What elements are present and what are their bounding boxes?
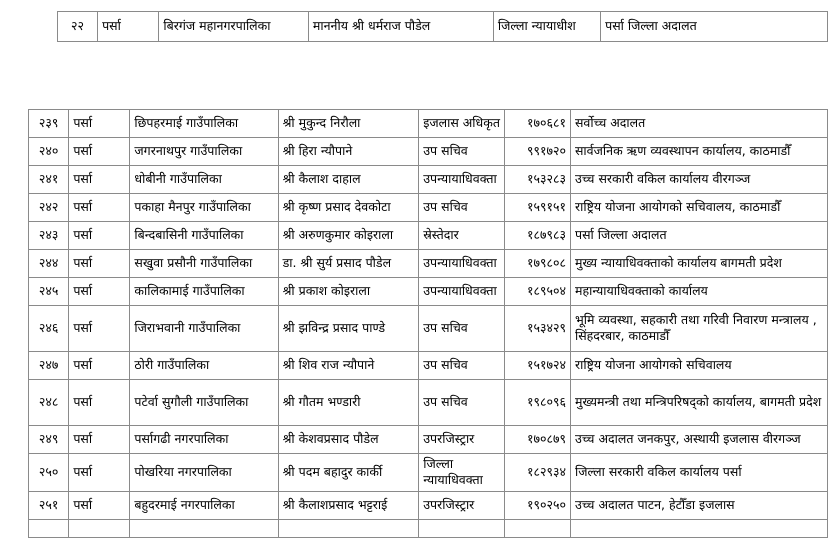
cell-designation: उप सचिव [419, 352, 505, 380]
cell-person-name: श्री मुकुन्द निरौला [278, 110, 419, 138]
cell-local-body: जिराभवानी गाउँपालिका [130, 306, 278, 352]
cell-person-name [278, 520, 419, 538]
cell-designation: जिल्ला न्यायाधिवक्ता [419, 454, 505, 492]
cell-person-name: श्री झविन्द्र प्रसाद पाण्डे [278, 306, 419, 352]
table-row [58, 12, 828, 42]
cell-district [69, 520, 130, 538]
cell-designation: जिल्ला न्यायाधीश [493, 12, 600, 42]
cell-serial-number: २४८ [29, 380, 69, 426]
table-row-clipped [29, 520, 828, 538]
cell-district: पर्सा [69, 110, 130, 138]
cell-local-body: सखुवा प्रसौनी गाउँपालिका [130, 250, 278, 278]
top-table-container [57, 11, 828, 42]
cell-serial-number: २४० [29, 138, 69, 166]
cell-serial-number: २४६ [29, 306, 69, 352]
cell-local-body: धोबीनी गाउँपालिका [130, 166, 278, 194]
cell-local-body: बिरगंज महानगरपालिका [159, 12, 309, 42]
cell-local-body: पकाहा मैनपुर गाउँपालिका [130, 194, 278, 222]
cell-serial-number: २५१ [29, 492, 69, 520]
cell-designation: उपरजिस्ट्रार [419, 426, 505, 454]
table-row [29, 454, 828, 492]
cell-person-name: डा. श्री सुर्य प्रसाद पौडेल [278, 250, 419, 278]
cell-office: जिल्ला सरकारी वकिल कार्यालय पर्सा [570, 454, 827, 492]
cell-designation [419, 520, 505, 538]
cell-person-name: श्री शिव राज न्यौपाने [278, 352, 419, 380]
table-row [29, 166, 828, 194]
cell-serial-number: २४५ [29, 278, 69, 306]
table-row [29, 426, 828, 454]
top-table [57, 11, 828, 42]
cell-district: पर्सा [69, 492, 130, 520]
cell-office: भूमि व्यवस्था, सहकारी तथा गरिवी निवारण मन्त्रालय , सिंहदरबार, काठमाडौँ [570, 306, 827, 352]
cell-local-body: बिन्दबासिनी गाउँपालिका [130, 222, 278, 250]
cell-code: १९०२५० [505, 492, 571, 520]
cell-designation: उपन्यायाधिवक्ता [419, 166, 505, 194]
table-row [29, 306, 828, 352]
cell-serial-number: २५० [29, 454, 69, 492]
cell-local-body [130, 520, 278, 538]
main-table [28, 109, 828, 538]
cell-local-body: बहुदरमाई नगरपालिका [130, 492, 278, 520]
cell-office: उच्च सरकारी वकिल कार्यालय वीरगञ्ज [570, 166, 827, 194]
cell-office: महान्यायाधिवक्ताको कार्यालय [570, 278, 827, 306]
main-table-container [28, 109, 828, 538]
cell-designation: उपन्यायाधिवक्ता [419, 278, 505, 306]
cell-local-body: छिपहरमाई गाउँपालिका [130, 110, 278, 138]
cell-person-name: श्री हिरा न्यौपाने [278, 138, 419, 166]
main-table-body [29, 110, 828, 538]
cell-code: १५३२८३ [505, 166, 571, 194]
cell-person-name: माननीय श्री धर्मराज पौडेल [308, 12, 493, 42]
table-row [29, 110, 828, 138]
cell-designation: स्रेस्तेदार [419, 222, 505, 250]
cell-district: पर्सा [98, 12, 159, 42]
cell-district: पर्सा [69, 454, 130, 492]
cell-office: मुख्य न्यायाधिवक्ताको कार्यालय बागमती प्रदेश [570, 250, 827, 278]
cell-designation: उप सचिव [419, 194, 505, 222]
cell-district: पर्सा [69, 194, 130, 222]
cell-code: ९९१७२० [505, 138, 571, 166]
cell-local-body: पटेर्वा सुगौली गाउँपालिका [130, 380, 278, 426]
cell-code: १७०६८१ [505, 110, 571, 138]
cell-person-name: श्री कैलाशप्रसाद भट्टराई [278, 492, 419, 520]
cell-office: सार्वजनिक ऋण व्यवस्थापन कार्यालय, काठमाडौँ [570, 138, 827, 166]
table-row [29, 138, 828, 166]
cell-district: पर्सा [69, 380, 130, 426]
cell-office: उच्च अदालत जनकपुर, अस्थायी इजलास वीरगञ्ज [570, 426, 827, 454]
cell-code: १९८०९६ [505, 380, 571, 426]
cell-district: पर्सा [69, 250, 130, 278]
cell-office: राष्ट्रिय योजना आयोगको सचिवालय, काठमाडौँ [570, 194, 827, 222]
table-row [29, 194, 828, 222]
table-row [29, 278, 828, 306]
cell-local-body: पोखरिया नगरपालिका [130, 454, 278, 492]
cell-person-name: श्री केशवप्रसाद पौडेल [278, 426, 419, 454]
cell-designation: उप सचिव [419, 138, 505, 166]
table-row [29, 222, 828, 250]
cell-district: पर्सा [69, 306, 130, 352]
cell-office: पर्सा जिल्ला अदालत [601, 12, 828, 42]
table-row [29, 380, 828, 426]
cell-serial-number: २४१ [29, 166, 69, 194]
cell-office [570, 520, 827, 538]
cell-local-body: कालिकामाई गाउँपालिका [130, 278, 278, 306]
cell-office: पर्सा जिल्ला अदालत [570, 222, 827, 250]
cell-serial-number: २४३ [29, 222, 69, 250]
cell-code: १८७९८३ [505, 222, 571, 250]
cell-district: पर्सा [69, 166, 130, 194]
table-row [29, 492, 828, 520]
cell-designation: उप सचिव [419, 306, 505, 352]
cell-serial-number: २४२ [29, 194, 69, 222]
cell-designation: उपरजिस्ट्रार [419, 492, 505, 520]
cell-serial-number: २२ [58, 12, 98, 42]
cell-code [505, 520, 571, 538]
cell-serial-number: २३९ [29, 110, 69, 138]
cell-code: १८२९३४ [505, 454, 571, 492]
cell-district: पर्सा [69, 426, 130, 454]
cell-office: सर्वोच्च अदालत [570, 110, 827, 138]
cell-district: पर्सा [69, 278, 130, 306]
cell-code: १५१७२४ [505, 352, 571, 380]
table-row [29, 352, 828, 380]
cell-serial-number: २४७ [29, 352, 69, 380]
cell-code: १७९८०८ [505, 250, 571, 278]
cell-person-name: श्री प्रकाश कोइराला [278, 278, 419, 306]
cell-serial-number: २४४ [29, 250, 69, 278]
cell-person-name: श्री पदम बहादुर कार्की [278, 454, 419, 492]
cell-code: १५९१५१ [505, 194, 571, 222]
cell-designation: उपन्यायाधिवक्ता [419, 250, 505, 278]
cell-office: उच्च अदालत पाटन, हेटौँडा इजलास [570, 492, 827, 520]
cell-local-body: जगरनाथपुर गाउँपालिका [130, 138, 278, 166]
cell-local-body: ठोरी गाउँपालिका [130, 352, 278, 380]
cell-person-name: श्री कैलाश दाहाल [278, 166, 419, 194]
cell-serial-number [29, 520, 69, 538]
cell-local-body: पर्सागढी नगरपालिका [130, 426, 278, 454]
cell-person-name: श्री गौतम भण्डारी [278, 380, 419, 426]
cell-person-name: श्री कृष्ण प्रसाद देवकोटा [278, 194, 419, 222]
cell-person-name: श्री अरुणकुमार कोइराला [278, 222, 419, 250]
table-row [29, 250, 828, 278]
cell-code: १७०८७९ [505, 426, 571, 454]
cell-designation: उप सचिव [419, 380, 505, 426]
cell-district: पर्सा [69, 222, 130, 250]
cell-designation: इजलास अधिकृत [419, 110, 505, 138]
cell-office: राष्ट्रिय योजना आयोगको सचिवालय [570, 352, 827, 380]
top-table-body [58, 12, 828, 42]
cell-office: मुख्यमन्त्री तथा मन्त्रिपरिषद्को कार्यालय, बागमती प्रदेश [570, 380, 827, 426]
cell-district: पर्सा [69, 138, 130, 166]
cell-district: पर्सा [69, 352, 130, 380]
cell-serial-number: २४९ [29, 426, 69, 454]
cell-code: १८९५०४ [505, 278, 571, 306]
cell-code: १५३४२९ [505, 306, 571, 352]
